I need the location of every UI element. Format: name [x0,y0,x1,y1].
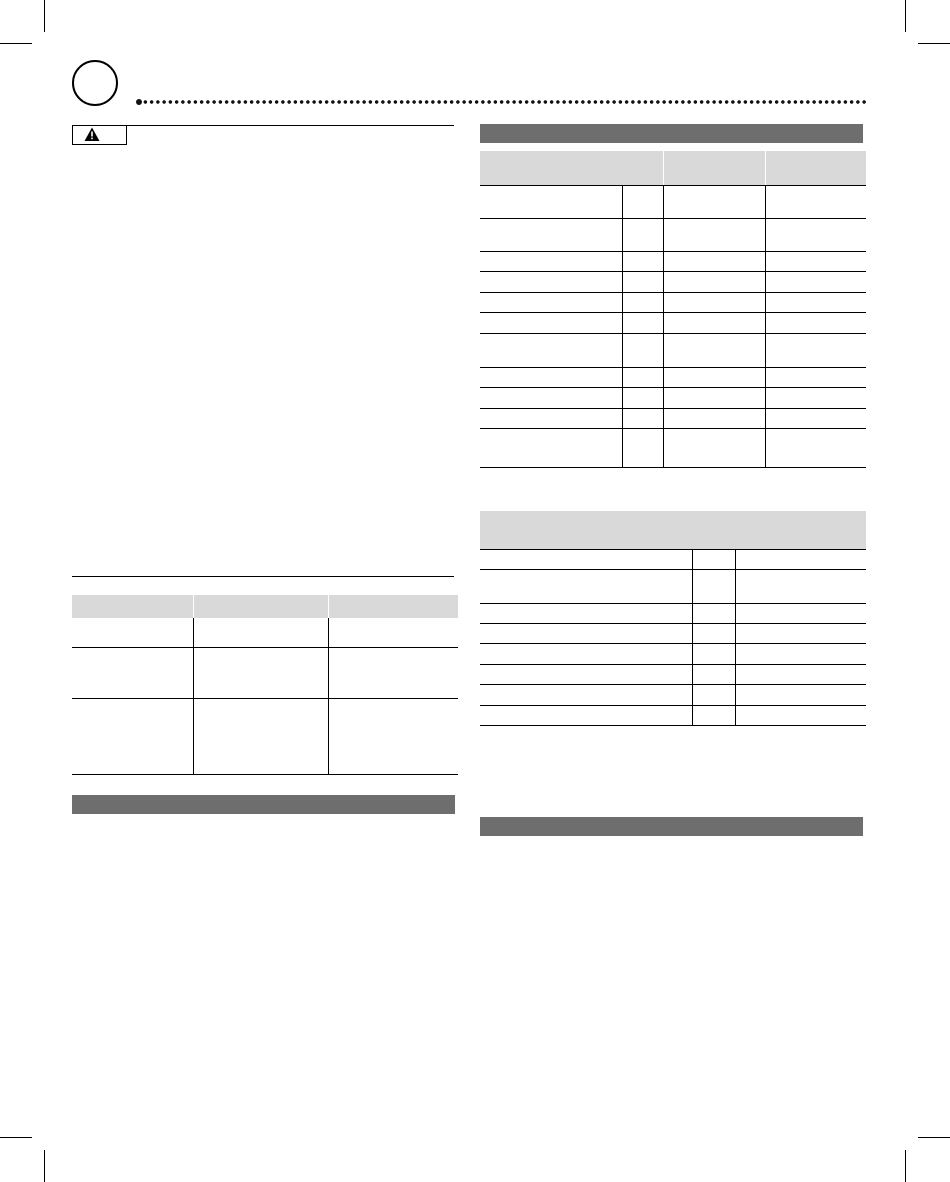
table-row-line [480,387,866,388]
dotted-header-rule [136,99,866,105]
right-table-col-divider [735,549,736,725]
section-bar [480,124,863,143]
right-table-col-divider [622,185,623,467]
table-row-line [480,549,866,550]
crop-mark [918,1137,950,1138]
warning-label [72,125,127,145]
crop-mark [44,1150,45,1182]
right-table-col-divider [692,549,693,725]
section-bar [480,817,863,836]
left-table-row-line [72,647,458,648]
table-bottom-line [480,467,866,468]
table-row-line [480,705,866,706]
table-row-line [480,292,866,293]
crop-mark [44,0,45,32]
warning-rule [127,125,454,126]
table-row-line [480,271,866,272]
table-row-line [480,684,866,685]
left-table-row-line [72,698,458,699]
table-row-line [480,569,866,570]
table-row-line [480,218,866,219]
right-table-col-divider [663,185,664,467]
crop-mark [918,43,950,44]
crop-mark [905,0,906,32]
table-row-line [480,643,866,644]
table-row-line [480,408,866,409]
left-table-header [72,595,458,618]
table-row-line [480,428,866,429]
right-table-top-header-line [480,185,866,186]
table-row-line [480,623,866,624]
table-row-line [480,251,866,252]
left-table-col-divider [193,618,194,774]
right-table-top-header [480,151,866,185]
table-row-line [480,664,866,665]
warning-triangle-icon [72,125,127,145]
left-table-bottom-line [72,774,458,775]
table-row-line [480,333,866,334]
table-row-line [480,603,866,604]
chapter-number-circle [72,60,118,106]
section-bar [72,795,455,814]
crop-mark [0,1137,32,1138]
crop-mark [0,43,32,44]
section-divider [72,576,454,577]
crop-mark [905,1150,906,1182]
table-row-line [480,367,866,368]
table-row-line [480,312,866,313]
table-bottom-line [480,725,866,726]
right-table-bottom-header [480,511,866,549]
right-table-col-divider [765,185,766,467]
left-table-col-divider [328,618,329,774]
